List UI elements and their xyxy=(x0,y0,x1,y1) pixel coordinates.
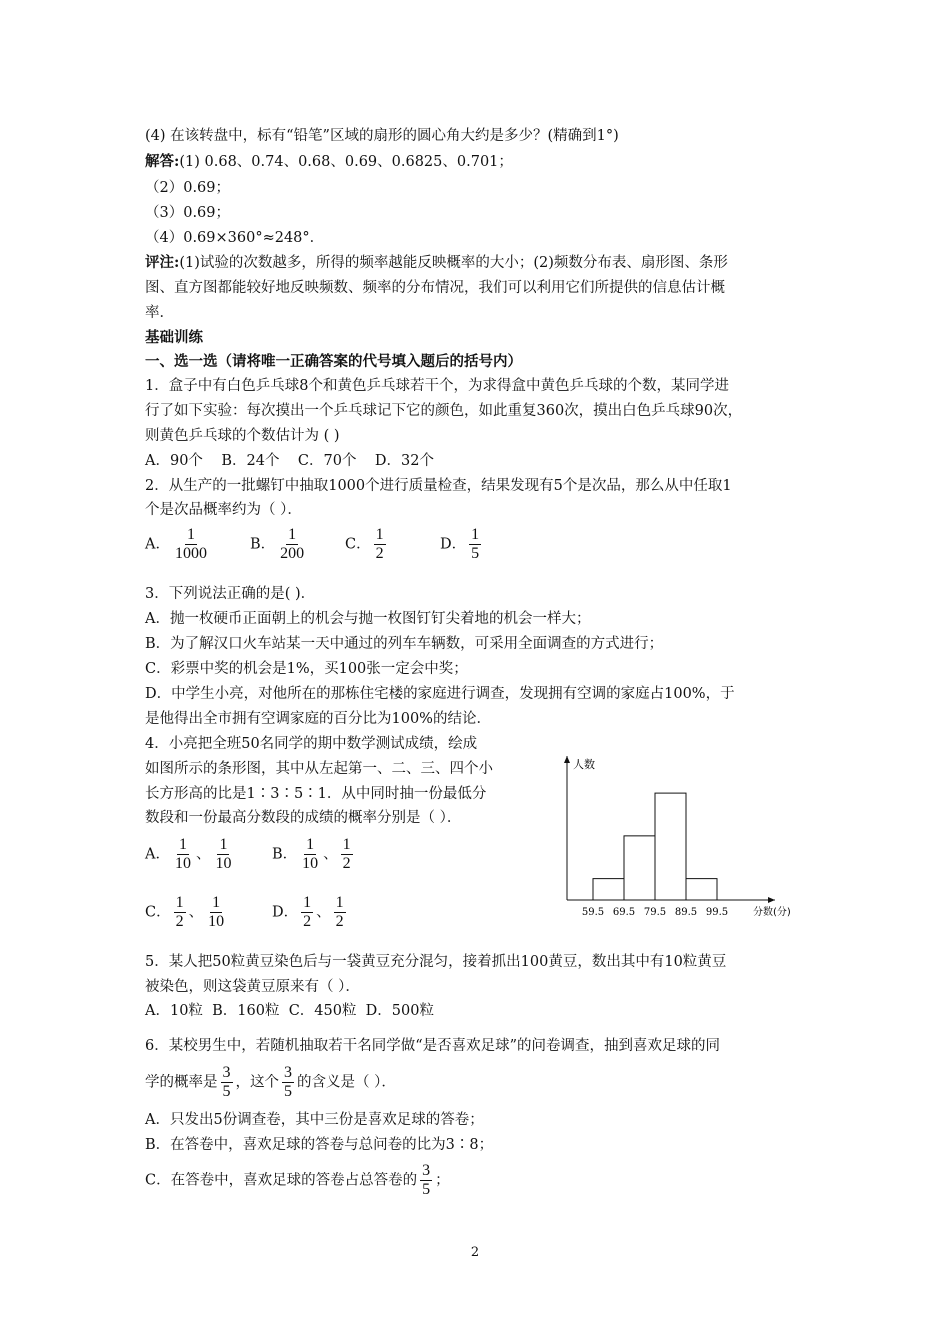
x-tick-label: 59.5 xyxy=(581,907,605,918)
numerator: 1 xyxy=(288,526,297,543)
comment-line-1 xyxy=(145,253,728,273)
numerator: 3 xyxy=(284,1064,292,1081)
page-number: 2 xyxy=(470,1245,480,1260)
fraction xyxy=(173,526,209,563)
q2-option-c xyxy=(345,526,389,563)
numerator: 1 xyxy=(306,836,315,853)
denominator: 2 xyxy=(335,913,344,930)
q3-line-1: 3．下列说法正确的是( )． xyxy=(145,586,316,602)
q5-line-2: 被染色，则这袋黄豆原来有（ ）． xyxy=(145,979,360,995)
denominator: 5 xyxy=(471,545,480,562)
q2-option-d xyxy=(440,526,484,563)
x-tick-label: 89.5 xyxy=(674,907,698,918)
numerator: 1 xyxy=(178,836,187,853)
fraction xyxy=(174,894,186,931)
fraction xyxy=(469,526,481,563)
q6-option-c-text: C．在答卷中，喜欢足球的答卷占总答卷的 xyxy=(145,1172,418,1189)
denominator: 2 xyxy=(175,913,184,930)
q3-option-a: A．抛一枚硬币正面朝上的机会与抛一枚图钉钉尖着地的机会一样大； xyxy=(145,611,591,627)
score-histogram xyxy=(557,750,817,930)
x-tick-label: 79.5 xyxy=(643,907,667,918)
answer-4: （4）0.69×360°≈248°． xyxy=(145,230,325,246)
denominator: 1000 xyxy=(174,545,207,562)
q6-option-c-end: ； xyxy=(435,1172,450,1189)
q1-line-1: 1．盒子中有白色乒乓球8个和黄色乒乓球若干个，为求得盒中黄色乒乓球的个数，某同学进 xyxy=(145,378,729,394)
x-tick-label: 99.5 xyxy=(705,907,729,918)
numerator: 3 xyxy=(222,1064,231,1081)
q2-line-1: 2．从生产的一批螺钉中抽取1000个进行质量检查，结果发现有5个是次品，那么从中任取1 xyxy=(145,478,732,494)
answer-2: （2）0.69； xyxy=(145,180,231,196)
section-title: 基础训练 xyxy=(145,329,203,346)
q4-option-b xyxy=(272,836,356,873)
q5-line-1: 5．某人把50粒黄豆染色后与一袋黄豆充分混匀，接着抓出100黄豆，数出其中有10粒黄豆 xyxy=(145,954,727,970)
q2-line-2: 个是次品概率约为（ ）． xyxy=(145,502,302,518)
x-axis-label: 分数(分) xyxy=(753,907,791,918)
option-label: D． xyxy=(440,536,467,553)
q6-line-1: 6．某校男生中，若随机抽取若干名同学做“是否喜欢足球”的问卷调查，抽到喜欢足球的同 xyxy=(145,1038,721,1054)
q6-text-b: ，这个 xyxy=(235,1074,279,1091)
option-label: D． xyxy=(272,904,299,921)
denominator: 2 xyxy=(375,545,384,562)
fraction xyxy=(221,1064,233,1101)
q4-option-c xyxy=(145,894,229,931)
q4-line-3: 长方形高的比是1∶3∶5∶1．从中同时抽一份最低分 xyxy=(145,786,487,802)
q5-options: A．10粒 B．160粒 C．450粒 D．500粒 xyxy=(145,1003,434,1019)
comment-text-1: (1)试验的次数越多，所得的频率越能反映概率的大小；(2)频数分布表、扇形图、条形 xyxy=(179,255,728,271)
q4-line-1: 4．小亮把全班50名同学的期中数学测试成绩，绘成 xyxy=(145,736,478,752)
q3-option-c: C．彩票中奖的机会是1%，买100张一定会中奖； xyxy=(145,661,468,677)
separator: 、 xyxy=(188,904,204,921)
fraction xyxy=(341,836,353,873)
q1-line-3: 则黄色乒乓球的个数估计为 ( ) xyxy=(145,428,340,444)
q3-option-d-2: 是他得出全市拥有空调家庭的百分比为100%的结论． xyxy=(145,711,491,727)
q2-option-b xyxy=(250,526,309,563)
numerator: 1 xyxy=(175,894,184,911)
histogram-bar xyxy=(593,879,624,900)
option-label: B． xyxy=(272,846,298,863)
x-tick-label: 69.5 xyxy=(612,907,636,918)
histogram-bar xyxy=(624,836,655,900)
answer-3: （3）0.69； xyxy=(145,205,231,221)
numerator: 1 xyxy=(186,526,195,543)
numerator: 1 xyxy=(303,894,312,911)
denominator: 200 xyxy=(280,545,305,562)
histogram-bar xyxy=(655,793,686,900)
option-label: A． xyxy=(145,846,170,863)
fraction xyxy=(300,836,320,873)
part-title: 一、选一选（请将唯一正确答案的代号填入题后的括号内） xyxy=(145,353,522,370)
q4-option-d xyxy=(272,894,349,931)
numerator: 1 xyxy=(471,526,480,543)
separator: 、 xyxy=(323,846,338,863)
q1-options: A．90个 B．24个 C．70个 D．32个 xyxy=(145,453,434,469)
fraction xyxy=(334,894,346,931)
fraction xyxy=(206,894,226,931)
denominator: 2 xyxy=(342,855,351,872)
option-label: B． xyxy=(250,536,276,553)
separator: 、 xyxy=(195,846,211,863)
q1-line-2: 行了如下实验：每次摸出一个乒乓球记下它的颜色，如此重复360次，摸出白色乒乓球90次， xyxy=(145,403,743,419)
denominator: 5 xyxy=(422,1181,431,1198)
histogram-bar xyxy=(686,879,717,900)
denominator: 10 xyxy=(174,855,191,872)
denominator: 2 xyxy=(303,913,312,930)
fraction xyxy=(278,526,306,563)
denominator: 5 xyxy=(222,1083,231,1100)
option-label: C． xyxy=(345,536,371,553)
fraction xyxy=(173,836,193,873)
numerator: 1 xyxy=(219,836,228,853)
q6-option-c xyxy=(145,1162,450,1199)
q4-line-4: 数段和一份最高分数段的成绩的概率分别是（ ）． xyxy=(145,810,462,826)
q4-option-a xyxy=(145,836,236,873)
fraction xyxy=(213,836,233,873)
q3-option-b: B．为了解汉口火车站某一天中通过的列车车辆数，可采用全面调查的方式进行； xyxy=(145,636,664,652)
y-axis-label: 人数 xyxy=(573,758,595,771)
q4-line-2: 如图所示的条形图，其中从左起第一、二、三、四个小 xyxy=(145,761,493,777)
fraction xyxy=(374,526,386,563)
comment-line-3: 率． xyxy=(145,305,174,321)
q6-line-2 xyxy=(145,1064,396,1101)
option-label: C． xyxy=(145,904,171,921)
numerator: 1 xyxy=(342,836,351,853)
q2-option-a xyxy=(145,526,212,563)
numerator: 3 xyxy=(422,1162,431,1179)
fraction xyxy=(420,1162,432,1199)
denominator: 5 xyxy=(284,1083,292,1100)
q6-text-c: 的含义是（ ）． xyxy=(297,1074,396,1091)
separator: 、 xyxy=(316,904,331,921)
fraction xyxy=(301,894,313,931)
denominator: 10 xyxy=(215,855,232,872)
fraction xyxy=(282,1064,294,1101)
numerator: 1 xyxy=(375,526,384,543)
q6-text-a: 学的概率是 xyxy=(145,1074,218,1091)
answer-line-1 xyxy=(145,152,513,172)
option-label: A． xyxy=(145,536,170,553)
q6-option-b: B．在答卷中，喜欢足球的答卷与总问卷的比为3∶8； xyxy=(145,1137,494,1153)
denominator: 10 xyxy=(208,913,225,930)
comment-label: 评注: xyxy=(145,254,180,271)
q3-option-d-1: D．中学生小亮，对他所在的那栋住宅楼的家庭进行调查，发现拥有空调的家庭占100%，于 xyxy=(145,686,735,702)
answer-1: (1) 0.68、0.74、0.68、0.69、0.6825、0.701； xyxy=(179,154,513,170)
q6-option-a: A．只发出5份调查卷，其中三份是喜欢足球的答卷； xyxy=(145,1112,484,1128)
numerator: 1 xyxy=(335,894,344,911)
denominator: 10 xyxy=(302,855,319,872)
comment-line-2: 图、直方图都能较好地反映频数、频率的分布情况，我们可以利用它们所提供的信息估计概 xyxy=(145,280,725,296)
numerator: 1 xyxy=(212,894,221,911)
q4-prev-text: (4) 在该转盘中，标有“铅笔”区域的扇形的圆心角大约是多少？(精确到1°) xyxy=(145,128,619,144)
answer-label: 解答: xyxy=(145,153,180,170)
